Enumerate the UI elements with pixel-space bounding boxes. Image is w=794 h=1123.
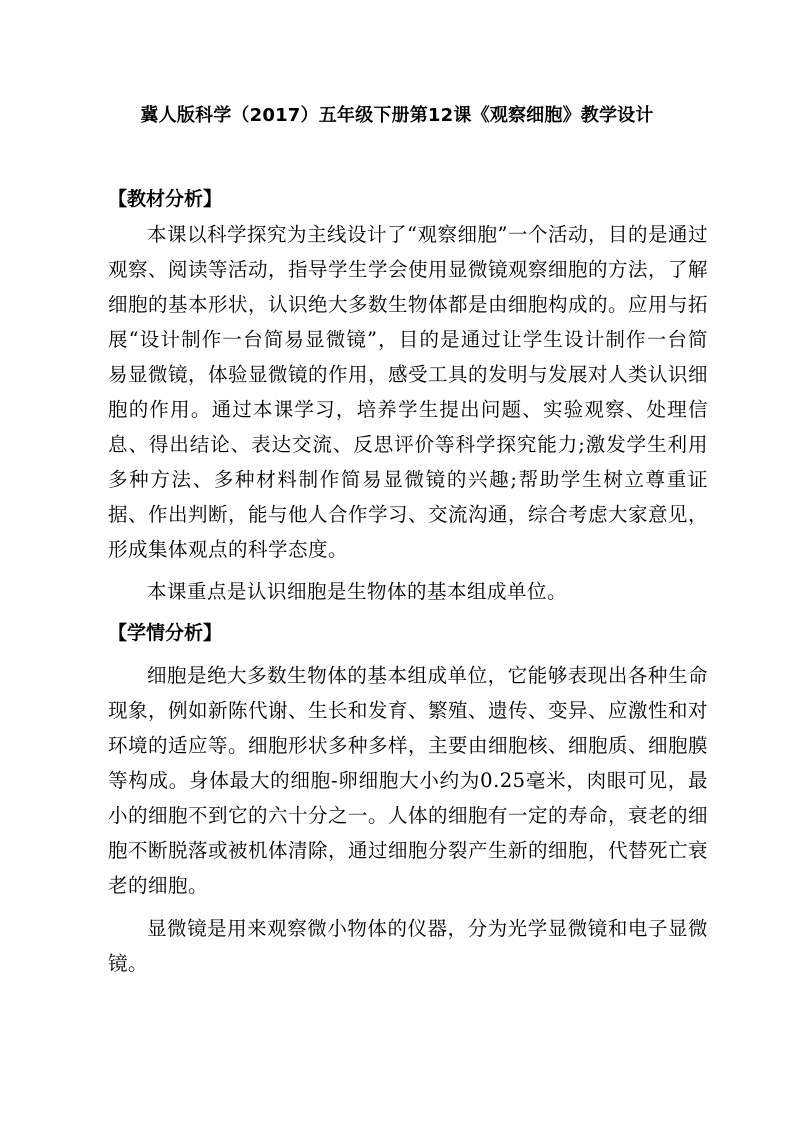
document-title: 冀人版科学（2017）五年级下册第12课《观察细胞》教学设计	[140, 105, 654, 126]
paragraph-cell-description: 细胞是绝大多数生物体的基本组成单位，它能够表现出各种生命现象，例如新陈代谢、生长和发育、繁殖、遗传、变异、应激性和对环境的适应等。细胞形状多种多样，主要由细胞核、细胞质、细胞膜等构成。身体最大的细胞-卵细胞大小约为0.25毫米，肉眼可见，最小的细胞不到它的六十分之一。人体的细胞有一定的寿命，衰老的细胞不断脱落或被机体清除，通过细胞分裂产生新的细胞，代替死亡衰老的细胞。	[108, 664, 709, 897]
section-heading-learner-analysis: 【学情分析】	[108, 622, 223, 644]
document-body	[108, 182, 708, 981]
paragraph-key-point: 本课重点是认识细胞是生物体的基本组成单位。	[147, 580, 568, 603]
section-learner-analysis	[108, 616, 708, 981]
paragraph-textbook-analysis: 本课以科学探究为主线设计了“观察细胞”一个活动，目的是通过观察、阅读等活动，指导学生学会使用显微镜观察细胞的方法，了解细胞的基本形状，认识绝大多数生物体都是由细胞构成的。应用与拓展“设计制作一台简易显微镜”，目的是通过让学生设计制作一台简易显微镜，体验显微镜的作用，感受工具的发明与发展对人类认识细胞的作用。通过本课学习，培养学生提出问题、实验观察、处理信息、得出结论、表达交流、反思评价等科学探究能力;激发学生利用多种方法、多种材料制作简易显微镜的兴趣;帮助学生树立尊重证据、作出判断，能与他人合作学习、交流沟通，综合考虑大家意见，形成集体观点的科学态度。	[108, 223, 709, 561]
paragraph-microscope: 显微镜是用来观察微小物体的仪器，分为光学显微镜和电子显微镜。	[108, 917, 708, 975]
section-heading-textbook-analysis: 【教材分析】	[108, 188, 223, 210]
section-textbook-analysis	[108, 182, 708, 609]
